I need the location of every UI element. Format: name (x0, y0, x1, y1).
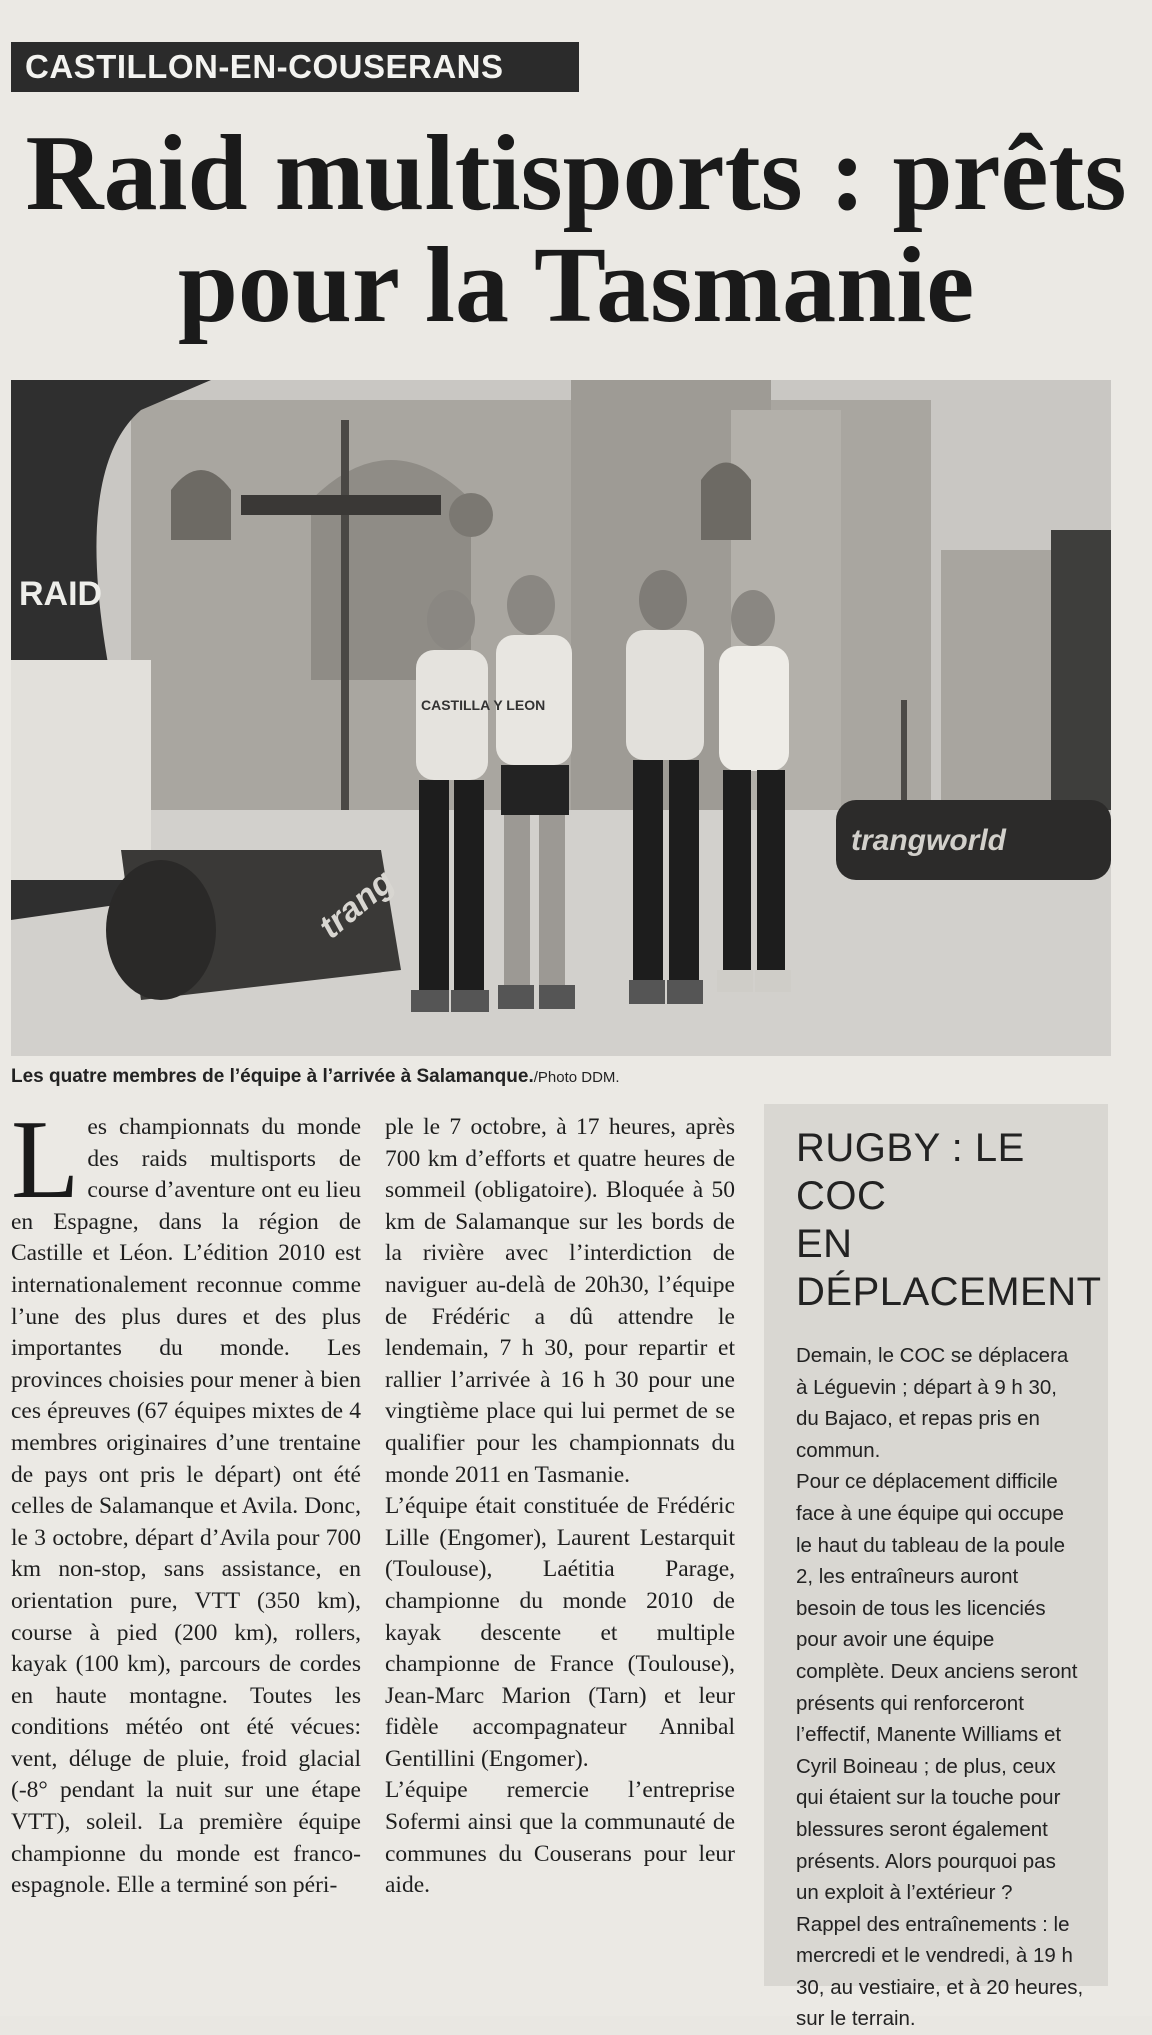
section-kicker: CASTILLON-EN-COUSERANS (11, 42, 579, 92)
banner-left-text: RAID (19, 575, 103, 613)
caption-credit: /Photo DDM. (533, 1069, 620, 1086)
headline-line-2: pour la Tasmanie (177, 226, 975, 345)
column-1-paragraph: es championnats du monde des raids multisports de course d’aventure ont eu lieu en Espagne, dans la région de Castille et Léon. L’édition 2010 est internationalement reconnue comme l’une des plus dures et des plus importantes du monde. Les provinces choisies pour mener à bien ces épreuves (67 équipes mixtes de 4 membres originaires d’une trentaine de pays ont pris le départ) ont été celles de Salamanque et Avila. Donc, le 3 octobre, départ d’Avila pour 700 km non-stop, sans assistance, en orientation pure, VTT (350 km), course à pied (200 km), rollers, kayak (100 km), parcours de cordes en haute montagne. Toutes les conditions météo ont été vécues: vent, déluge de pluie, froid glacial (-8° pendant la nuit sur une étape VTT), soleil. La première équipe championne du monde est franco-espagnole. Elle a terminé son péri- (11, 1114, 361, 1899)
sidebar-title-line-1: RUGBY : LE COC (796, 1126, 1025, 1218)
bib-text: CASTILLA Y LEON (421, 697, 546, 713)
sidebar-body (796, 1340, 1084, 2035)
article-column-2 (385, 1112, 735, 1902)
inflatable-text: trang (311, 862, 402, 947)
sidebar-paragraph-1: Demain, le COC se déplacera à Léguevin ; départ à 9 h 30, du Bajaco, et repas pris en commun. (796, 1344, 1069, 1462)
photo-illustration (11, 380, 1111, 1056)
sidebar-title-line-2: EN DÉPLACEMENT (796, 1222, 1102, 1314)
dropcap: L (11, 1098, 80, 1222)
barrier-text-1: trangworld (851, 824, 1006, 857)
article-column-1 (11, 1098, 361, 1902)
sidebar-paragraph-3: Rappel des entraînements : le mercredi et le vendredi, à 19 h 30, au vestiaire, et à 20 heures, sur le terrain. (796, 1912, 1084, 2031)
column-2-paragraph-1: ple le 7 octobre, à 17 heures, après 700 km d’efforts et quatre heures de sommeil (obligatoire). Bloquée à 50 km de Salamanque sur les bords de la rivière avec l’interdiction de naviguer au-delà de 20h30, l’équipe de Frédéric a dû attendre le lendemain, 7 h 30, pour repartir et rallier l’arrivée à 16 h 30 pour une vingtième place qui lui permet de se qualifier pour les championnats du monde 2011 en Tasmanie. (385, 1114, 735, 1488)
column-2-paragraph-3: L’équipe remercie l’entreprise Sofermi ainsi que la communauté de communes du Couserans pour leur aide. (385, 1777, 735, 1899)
column-2-paragraph-2: L’équipe était constituée de Frédéric Lille (Engomer), Laurent Lestarquit (Toulouse), Laétitia Parage, championne du monde 2010 de kayak descente et multiple championne de France (Toulouse), Jean-Marc Marion (Tarn) et leur fidèle accompagnateur Annibal Gentillini (Engomer). (385, 1493, 735, 1772)
headline-line-1: Raid multisports : prêts (25, 114, 1127, 233)
article-photo (11, 380, 1111, 1056)
photo-caption (11, 1060, 1111, 1094)
sidebar-title (796, 1124, 1102, 1316)
caption-text: Les quatre membres de l’équipe à l’arrivée à Salamanque. (11, 1066, 534, 1087)
sidebar-paragraph-2: Pour ce déplacement difficile face à une équipe qui occupe le haut du tableau de la poule 2, les entraîneurs auront besoin de tous les licenciés pour avoir une équipe complète. Deux anciens seront présents qui renforceront l’effectif, Manente Williams et Cyril Boineau ; de plus, ceux qui étaient sur la touche pour blessures seront également présents. Alors pourquoi pas un exploit à l’extérieur ? (796, 1470, 1078, 1905)
sidebar-box (764, 1104, 1108, 2031)
article-headline (0, 114, 1152, 345)
